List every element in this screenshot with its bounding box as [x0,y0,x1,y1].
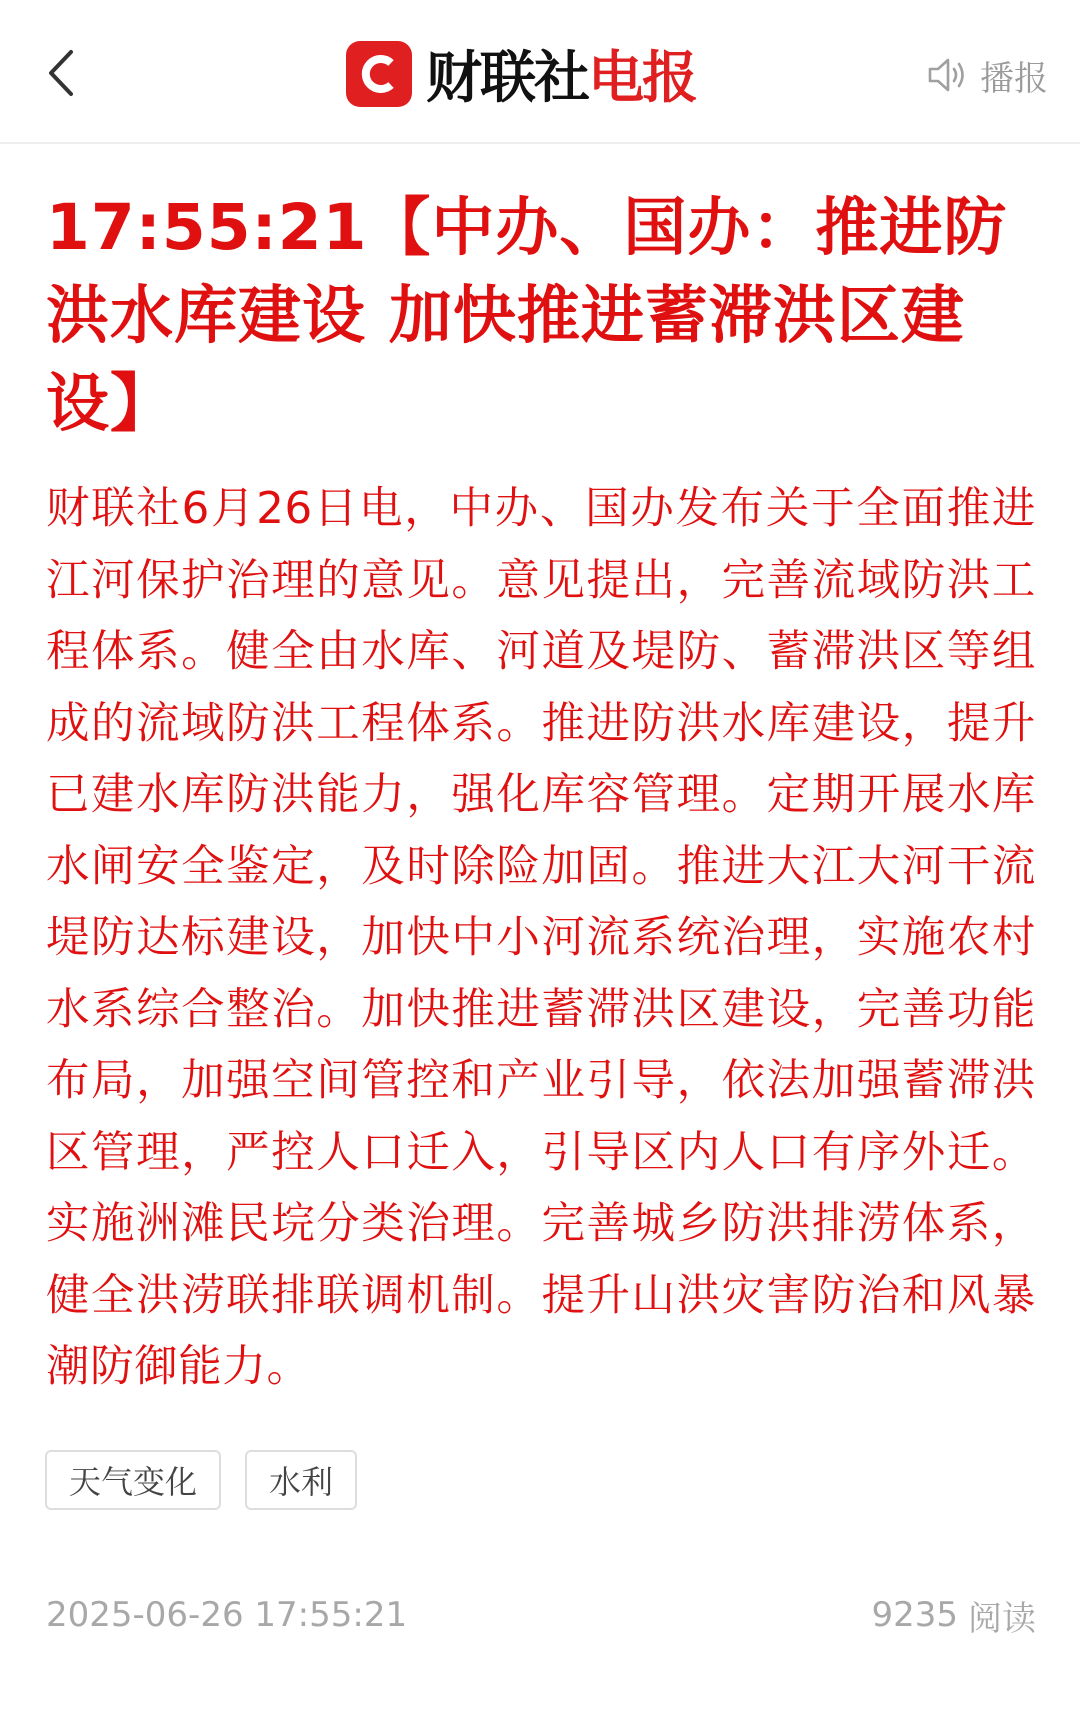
article-meta [46,1590,1036,1640]
app-logo [346,36,696,112]
logo-badge [346,41,412,107]
logo-text-telegraph: 电报 [588,46,696,111]
read-count [871,1591,1036,1640]
logo-c-icon [356,51,402,97]
tag-water-conservancy[interactable]: 水利 [245,1450,357,1510]
top-bar [0,0,1080,144]
logo-text-brand: 财联社 [426,46,588,111]
tag-list [45,1450,357,1510]
broadcast-button[interactable] [926,50,1048,100]
publish-datetime: 2025-06-26 17:55:21 [46,1595,408,1635]
tag-weather-change[interactable]: 天气变化 [45,1450,221,1510]
article-title: 17:55:21【中办、国办：推进防洪水库建设 加快推进蓄滞洪区建设】 [46,191,1008,440]
back-button[interactable] [36,38,84,108]
chevron-left-icon [45,48,75,98]
read-count-value: 9235 [871,1595,958,1635]
read-count-label: 阅读 [968,1598,1036,1639]
speaker-icon [926,55,970,95]
article-body: 财联社6月26日电，中办、国办发布关于全面推进江河保护治理的意见。意见提出，完善流域防洪工程体系。健全由水库、河道及堤防、蓄滞洪区等组成的流域防洪工程体系。推进防洪水库建设，提升已建水库防洪能力，强化库容管理。定期开展水库水闸安全鉴定，及时除险加固。推进大江大河干流堤防达标建设，加快中小河流系统治理，实施农村水系综合整治。加快推进蓄滞洪区建设，完善功能布局，加强空间管控和产业引导，依法加强蓄滞洪区管理，严控人口迁入，引导区内人口有序外迁。实施洲滩民垸分类治理。完善城乡防洪排涝体系，健全洪涝联排联调机制。提升山洪灾害防治和风暴潮防御能力。 [46,484,1036,1392]
broadcast-label: 播报 [980,58,1048,99]
